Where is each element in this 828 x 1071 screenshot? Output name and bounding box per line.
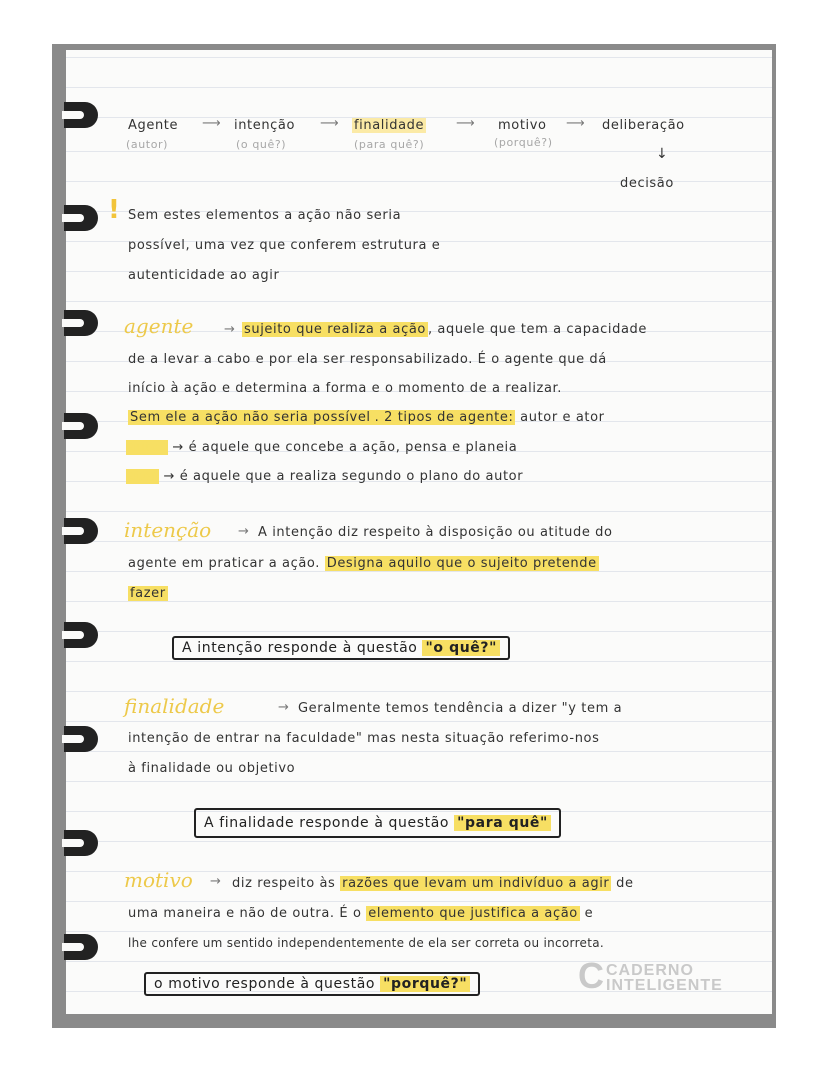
down-arrow-icon: ↓ [656,146,669,162]
text: autor e ator [515,410,605,425]
agente-line-4 [128,410,605,425]
binder-disc [64,830,98,856]
diagram-deliberacao: deliberação [602,118,685,133]
text: de [611,876,634,891]
diagram-intencao: intenção [234,118,296,133]
box-text: A finalidade responde à questão [204,815,450,831]
intencao-line-1: A intenção diz respeito à disposição ou atitude do [258,525,613,540]
diagram-motivo: motivo [498,118,547,133]
intro-line: possível, uma vez que conferem estrutura e [128,238,441,253]
motivo-key-box [144,972,480,996]
binder-disc [64,518,98,544]
intro-line: Sem estes elementos a ação não seria [128,208,402,223]
highlight: Sem ele a ação não seria possível [130,410,371,425]
highlight: . 2 tipos de agente: [374,410,514,425]
binder-disc [64,413,98,439]
diagram-finalidade-sub: (para quê?) [354,138,425,151]
intencao-line-2 [128,556,599,571]
intencao-key-box [172,636,510,660]
agente-line-2: de a levar a cabo e por ela ser responsabilizado. É o agente que dá [128,352,607,367]
logo-c-icon: C [578,955,604,996]
finalidade-line-1: Geralmente temos tendência a dizer "y tem a [298,701,623,716]
agente-line-5 [126,440,517,455]
section-arrow: → [224,322,236,337]
section-arrow: → [210,874,222,889]
intro-line: autenticidade ao agir [128,268,280,283]
motivo-line-2 [128,906,593,921]
box-question: "para quê" [454,815,551,831]
text: agente em praticar a ação. [128,556,320,571]
agente-line-3: início à ação e determina a forma e o momento de a realizar. [128,381,563,396]
section-heading-intencao: intenção [124,518,212,542]
diagram-intencao-sub: (o quê?) [236,138,287,151]
highlight: razões que levam um indivíduo a agir [342,876,610,891]
diagram-arrow: ⟶ [320,116,340,131]
binder-disc [64,726,98,752]
motivo-line-1 [232,876,634,891]
section-arrow: → [278,700,290,715]
text: diz respeito às [232,876,336,891]
finalidade-line-3: à finalidade ou objetivo [128,761,296,776]
text: e [579,906,594,921]
binder-disc [64,102,98,128]
motivo-line-3: lhe confere um sentido independentemente de ela ser correta ou incorreta. [128,936,604,950]
binder-disc [64,205,98,231]
logo-line-1: CADERNO [606,962,694,979]
section-arrow: → [238,524,250,539]
diagram-arrow: ⟶ [456,116,476,131]
agente-line-6 [126,469,523,484]
diagram-finalidade: finalidade [354,118,425,133]
text: → é aquele que a realiza segundo o plano do autor [163,469,524,484]
logo-line-2: INTELIGENTE [606,977,723,994]
agente-line-1 [242,322,647,337]
intencao-line-3: fazer [130,586,166,601]
exclamation-icon: ! [108,195,120,225]
highlight: elemento que justifica a ação [368,906,578,921]
box-question: "porquê?" [380,976,470,992]
highlight: sujeito que realiza a ação [244,322,426,337]
box-text: A intenção responde à questão [182,640,418,656]
box-text: o motivo responde à questão [154,976,376,992]
diagram-decisao: decisão [620,176,674,191]
diagram-agente: Agente [128,118,179,133]
text: , aquele que tem a capacidade [427,322,647,337]
finalidade-line-2: intenção de entrar na faculdade" mas nesta situação referimo-nos [128,731,600,746]
redacted-label: ator [128,469,157,484]
text: → é aquele que concebe a ação, pensa e planeia [172,440,518,455]
finalidade-key-box [194,808,561,838]
box-question: "o quê?" [422,640,500,656]
diagram-arrow: ⟶ [566,116,586,131]
binder-disc [64,934,98,960]
text: uma maneira e não de outra. É o [128,906,362,921]
diagram-agente-sub: (autor) [126,138,169,151]
highlight: Designa aquilo que o sujeito pretende [326,556,597,571]
section-heading-motivo: motivo [124,868,193,892]
section-heading-finalidade: finalidade [124,694,225,718]
diagram-arrow: ⟶ [202,116,222,131]
diagram-motivo-sub: (porquê?) [494,136,553,149]
redacted-label: autor [128,440,166,455]
section-heading-agente: agente [124,314,194,338]
binder-disc [64,310,98,336]
binder-disc [64,622,98,648]
